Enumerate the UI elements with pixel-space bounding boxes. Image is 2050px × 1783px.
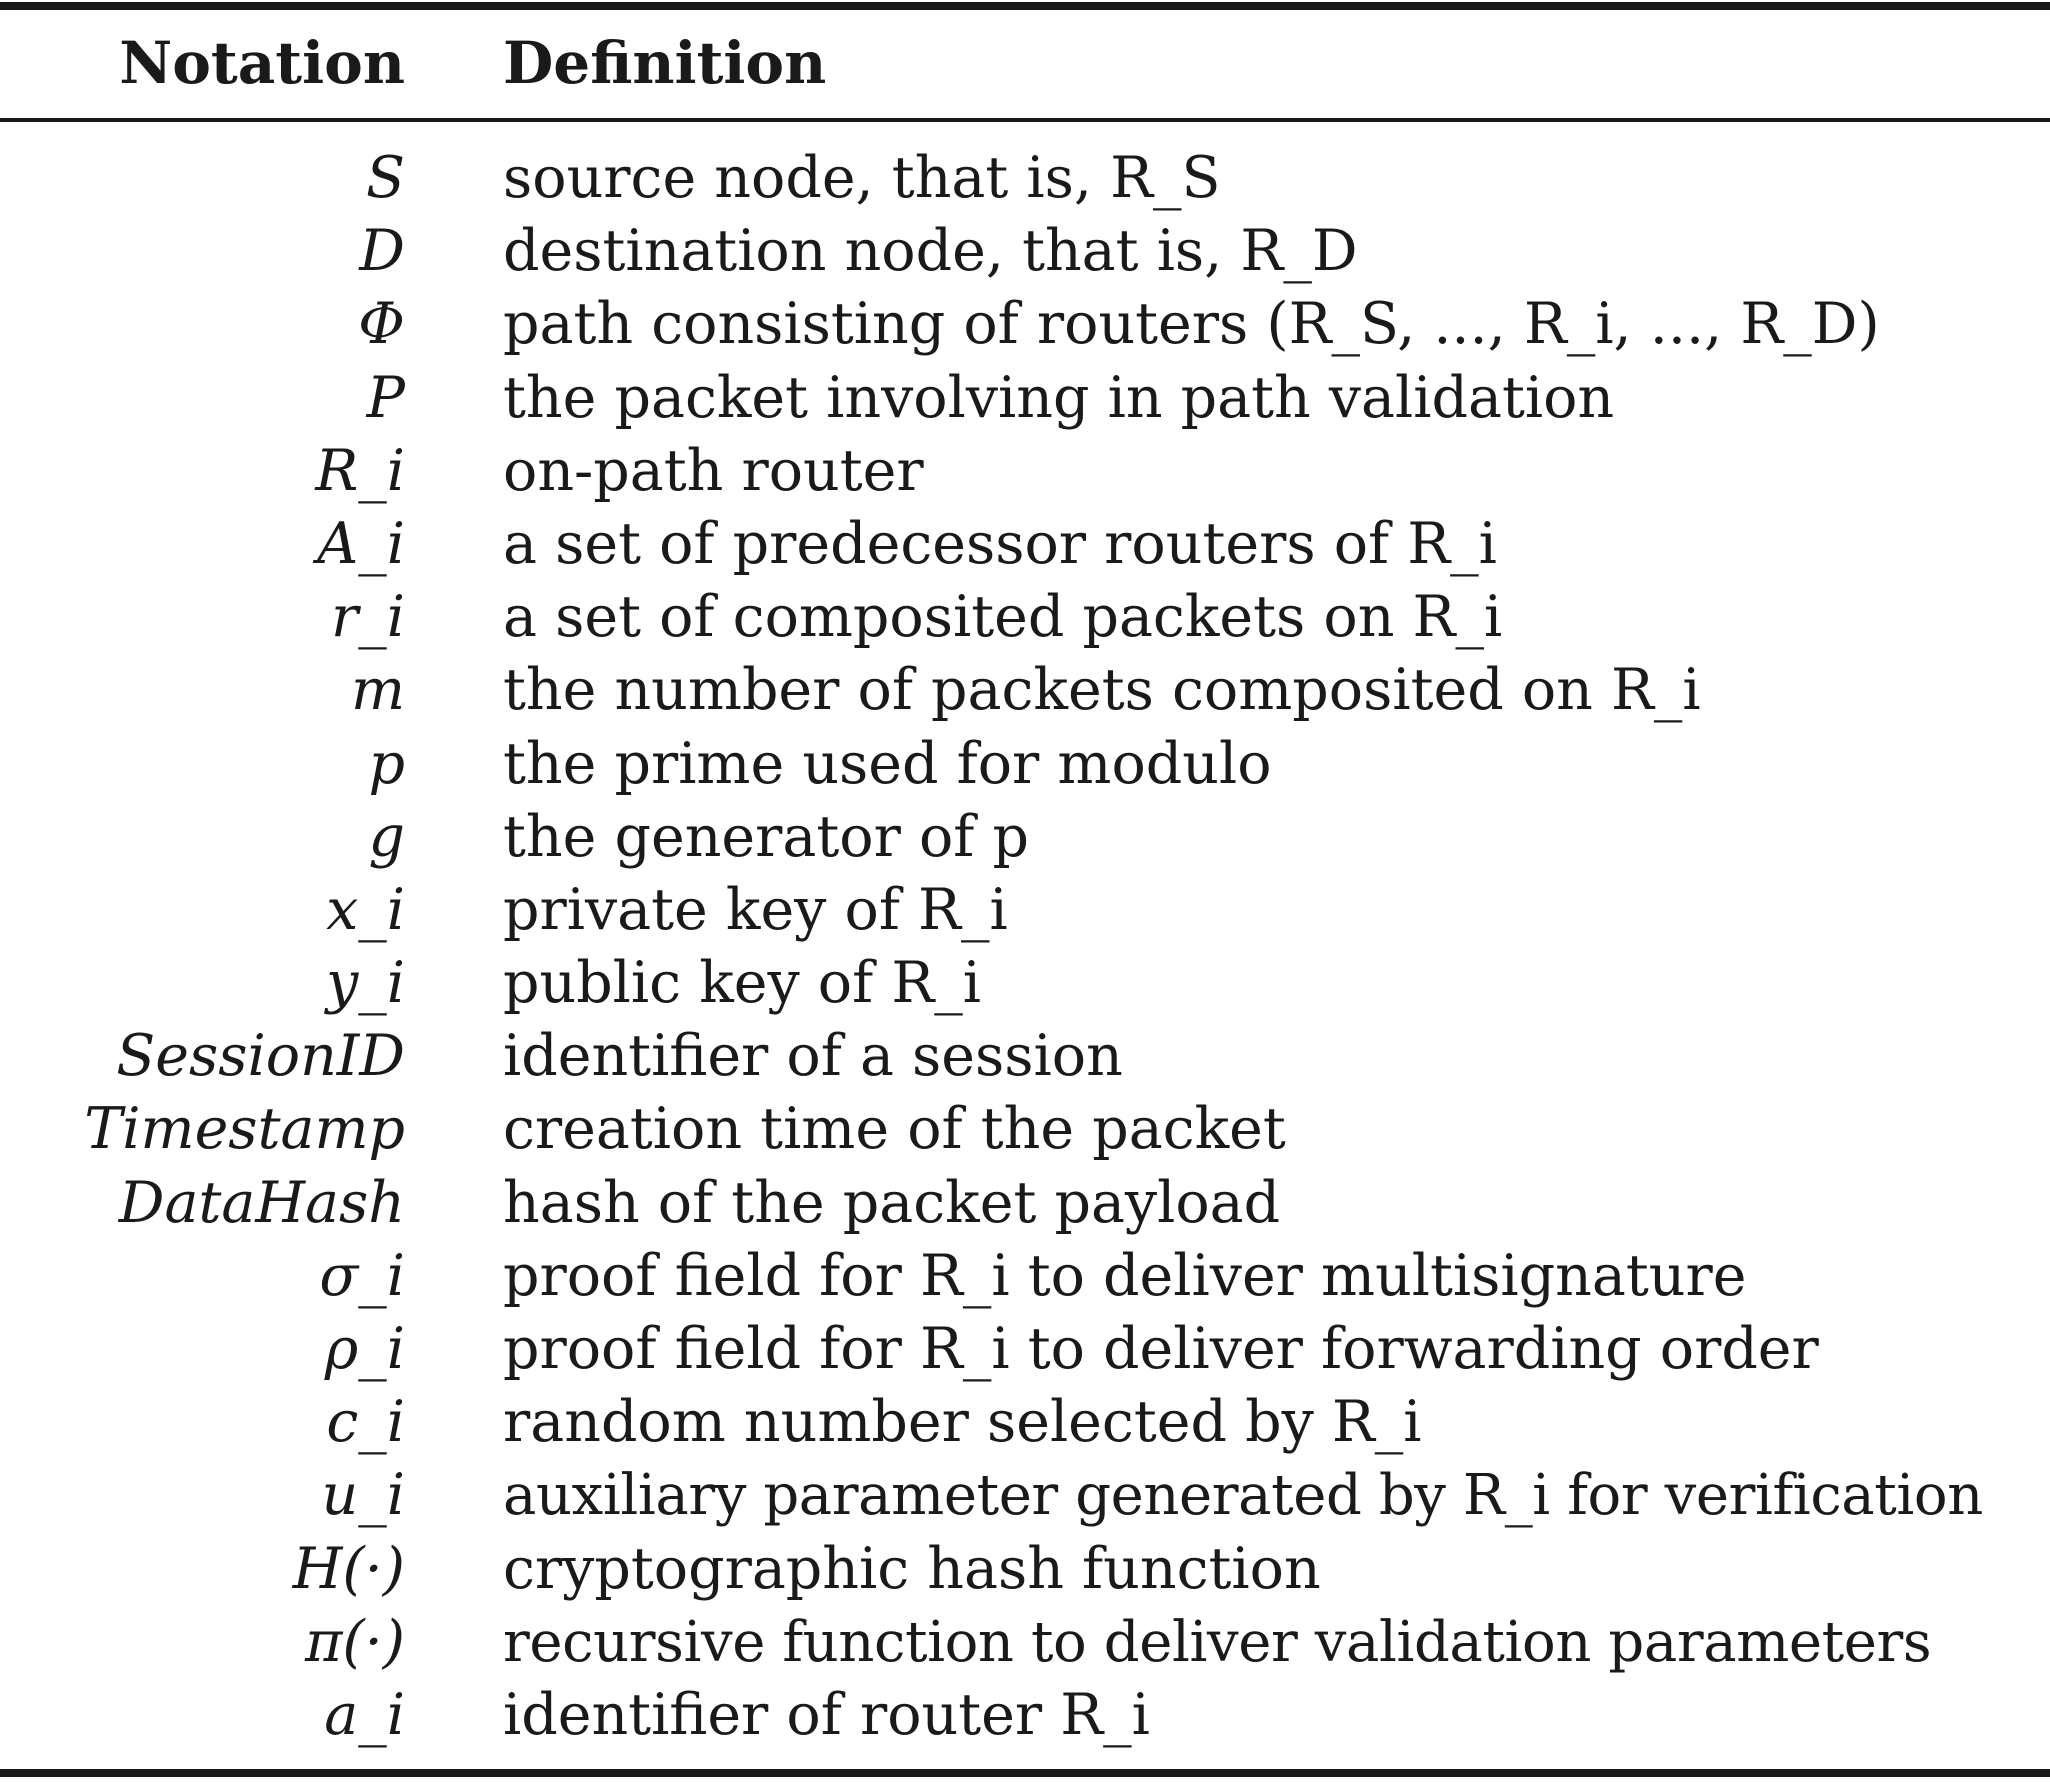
table-row xyxy=(0,1459,2050,1532)
table-row xyxy=(0,288,2050,361)
table-row xyxy=(0,362,2050,435)
table-top-rule xyxy=(0,2,2050,10)
table-row xyxy=(0,215,2050,288)
definition-cell: creation time of the packet xyxy=(503,1096,1286,1163)
table-row xyxy=(0,728,2050,801)
definition-cell: a set of predecessor routers of R_i xyxy=(503,510,1497,577)
definition-cell: random number selected by R_i xyxy=(503,1389,1422,1456)
table-row xyxy=(0,801,2050,874)
notation-cell: r_i xyxy=(331,584,405,651)
definition-cell: a set of composited packets on R_i xyxy=(503,584,1503,651)
table-bottom-rule xyxy=(0,1769,2050,1777)
table-row xyxy=(0,1093,2050,1166)
definition-cell: the packet involving in path validation xyxy=(503,364,1615,431)
header-definition: Definition xyxy=(503,29,827,97)
definition-cell: public key of R_i xyxy=(503,950,981,1017)
definition-cell: identifier of a session xyxy=(503,1023,1123,1090)
definition-cell: on-path router xyxy=(503,437,924,504)
notation-cell: H(·) xyxy=(292,1535,405,1602)
definition-cell: auxiliary parameter generated by R_i for verification xyxy=(503,1463,1983,1529)
notation-cell: S xyxy=(365,145,405,211)
notation-cell: m xyxy=(350,657,405,724)
table-row xyxy=(0,508,2050,581)
table-row xyxy=(0,581,2050,654)
header-notation: Notation xyxy=(119,29,405,97)
definition-cell: the prime used for modulo xyxy=(503,730,1272,797)
table-row xyxy=(0,1313,2050,1386)
table-row xyxy=(0,1020,2050,1093)
notation-cell: ρ_i xyxy=(324,1316,405,1382)
notation-cell: σ_i xyxy=(319,1242,405,1309)
table-row xyxy=(0,1533,2050,1606)
notation-cell: R_i xyxy=(315,437,405,504)
definition-cell: destination node, that is, R_D xyxy=(503,218,1358,285)
table-row xyxy=(0,874,2050,947)
table-row xyxy=(0,1167,2050,1240)
table-row xyxy=(0,654,2050,727)
definition-cell: proof field for R_i to deliver forwarding order xyxy=(503,1316,1819,1382)
table-row xyxy=(0,947,2050,1020)
definition-cell: identifier of router R_i xyxy=(503,1681,1150,1748)
notation-cell: a_i xyxy=(324,1681,405,1748)
definition-cell: private key of R_i xyxy=(503,876,1008,943)
notation-cell: P xyxy=(366,364,405,431)
definition-cell: hash of the packet payload xyxy=(503,1169,1281,1236)
table-row xyxy=(0,1240,2050,1313)
table-row xyxy=(0,435,2050,508)
notation-cell: Timestamp xyxy=(84,1096,405,1163)
notation-cell: c_i xyxy=(326,1389,405,1456)
notation-cell: Φ xyxy=(358,291,405,358)
notation-cell: x_i xyxy=(326,876,405,943)
notation-cell: y_i xyxy=(326,950,405,1017)
table-header xyxy=(0,20,2050,106)
definition-cell: proof field for R_i to deliver multisignature xyxy=(503,1242,1747,1309)
notation-cell: u_i xyxy=(321,1462,405,1529)
table-row xyxy=(0,1386,2050,1459)
notation-cell: A_i xyxy=(317,510,405,577)
definition-cell: recursive function to deliver validation parameters xyxy=(503,1609,1932,1675)
definition-cell: the number of packets composited on R_i xyxy=(503,657,1701,724)
table-body xyxy=(0,142,2050,1752)
notation-cell: SessionID xyxy=(116,1023,405,1090)
table-row xyxy=(0,1606,2050,1679)
table-row xyxy=(0,1679,2050,1752)
definition-cell: the generator of p xyxy=(503,803,1029,870)
table-row xyxy=(0,142,2050,215)
definition-cell: path consisting of routers (R_S, ..., R_i, ..., R_D) xyxy=(503,291,1880,358)
notation-cell: g xyxy=(368,803,405,870)
definition-cell: source node, that is, R_S xyxy=(503,145,1221,211)
notation-cell: p xyxy=(368,730,405,797)
notation-cell: D xyxy=(359,218,405,285)
notation-cell: π(·) xyxy=(304,1608,405,1675)
table-header-rule xyxy=(0,118,2050,122)
definition-cell: cryptographic hash function xyxy=(503,1535,1321,1602)
notation-cell: DataHash xyxy=(118,1169,405,1236)
